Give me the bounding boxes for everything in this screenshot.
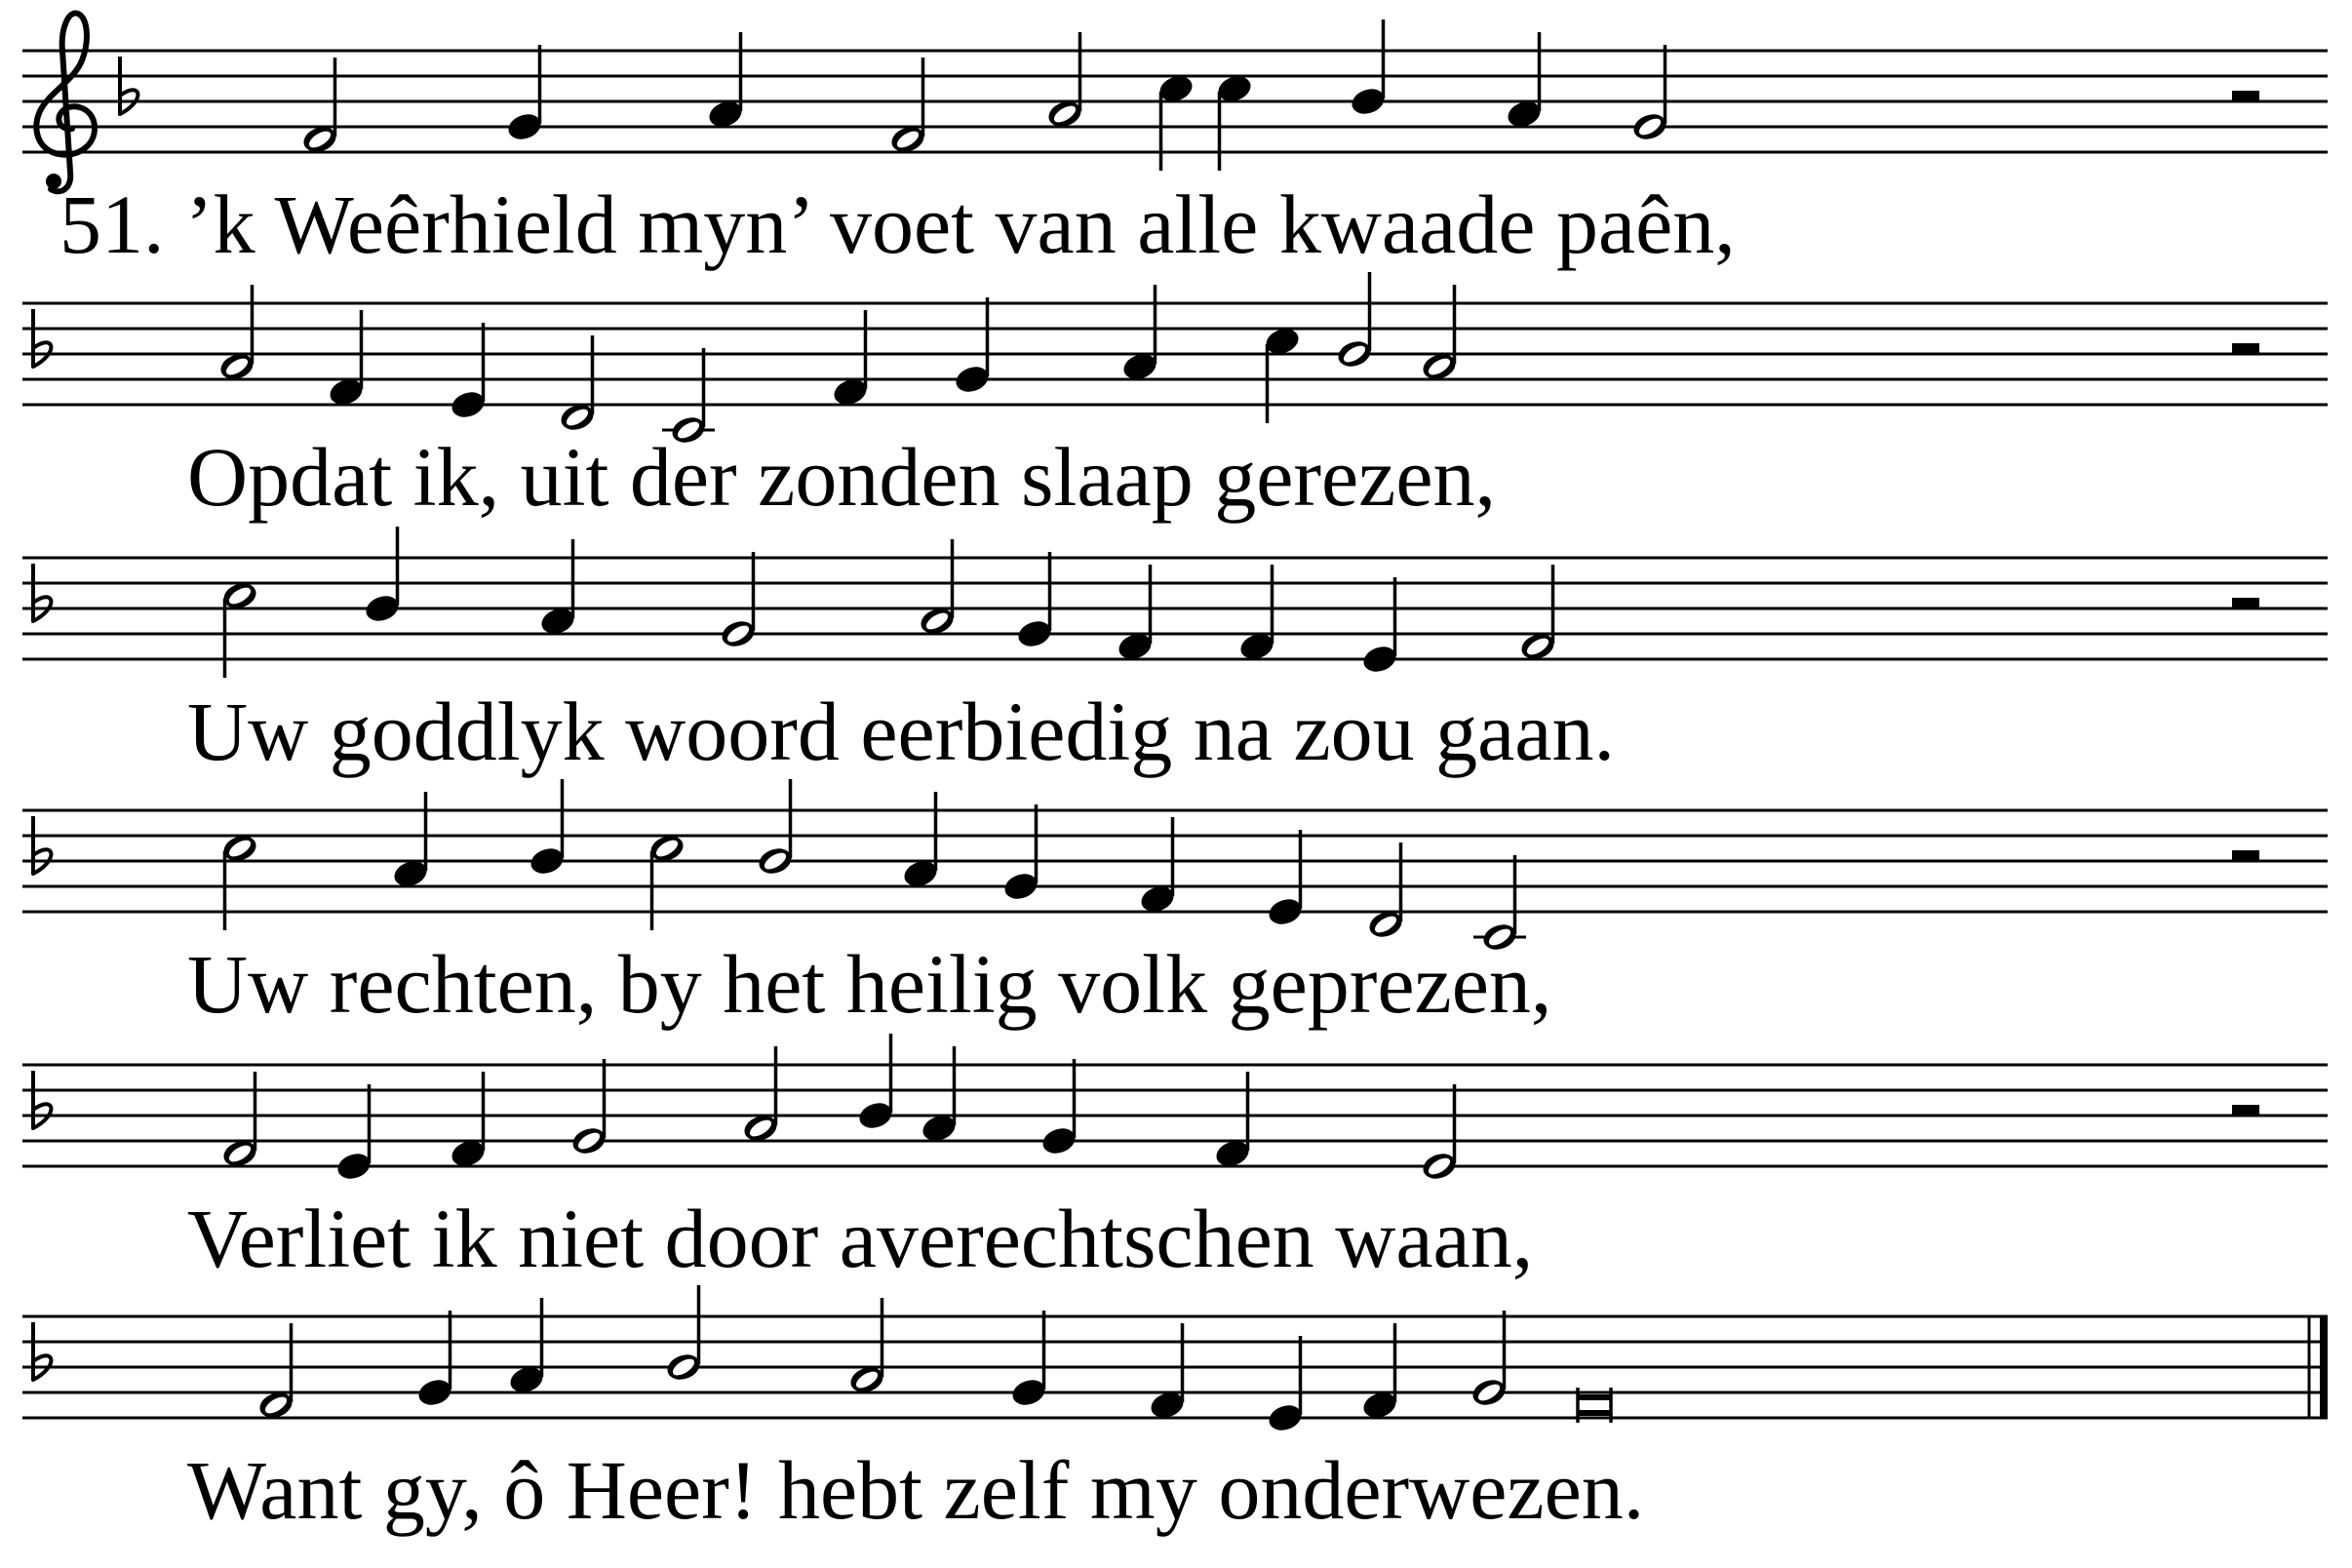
lyric-line: Uw goddlyk woord eerbiedig na zou gaan. bbox=[187, 685, 1615, 778]
lyric-line: ’k Weêrhield myn’ voet van alle kwaade paên, bbox=[185, 177, 1736, 271]
lyric-line: Uw rechten, by het heilig volk geprezen, bbox=[187, 937, 1552, 1031]
half-rest-icon bbox=[2232, 91, 2259, 101]
lyric-line: Want gy, ô Heer! hebt zelf my onderwezen. bbox=[187, 1443, 1645, 1537]
half-rest-icon bbox=[2232, 1105, 2259, 1116]
half-rest-icon bbox=[2232, 850, 2259, 861]
half-rest-icon bbox=[2232, 598, 2259, 608]
verse-number: 51. bbox=[59, 177, 165, 271]
half-rest-icon bbox=[2232, 343, 2259, 354]
barline-thick bbox=[2320, 1315, 2328, 1420]
lyric-line: Opdat ik, uit der zonden slaap gerezen, bbox=[187, 430, 1497, 524]
lyric-line: Verliet ik niet door averechtschen waan, bbox=[187, 1192, 1534, 1285]
